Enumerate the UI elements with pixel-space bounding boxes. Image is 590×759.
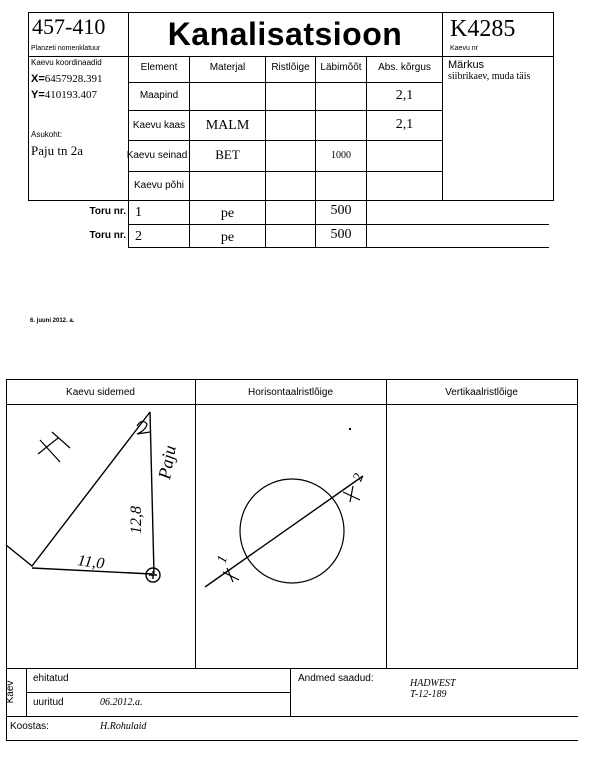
header-diameter: Läbimõõt bbox=[320, 62, 362, 73]
header-abs-height: Abs. kõrgus bbox=[378, 62, 431, 73]
pipe-number-label: 2 bbox=[350, 471, 368, 484]
data-source-ref: T-12-189 bbox=[410, 689, 447, 700]
rule bbox=[26, 668, 27, 716]
well-number: K4285 bbox=[450, 16, 516, 42]
col-header-vertical: Vertikaalristlõige bbox=[445, 387, 518, 398]
row-diameter: 1000 bbox=[331, 150, 351, 161]
length-label: 12,8 bbox=[128, 506, 145, 534]
remarks-label: Märkus bbox=[448, 59, 485, 71]
pipe-diameter: 500 bbox=[330, 203, 352, 218]
pipe-diameter: 500 bbox=[330, 227, 352, 242]
built-label: ehitatud bbox=[33, 673, 69, 684]
row-height: 2,1 bbox=[395, 88, 414, 103]
surveyed-value: 06.2012.a. bbox=[100, 697, 143, 708]
col-header-horizontal: Horisontaalristlõige bbox=[247, 387, 334, 398]
row-element: Kaevu põhi bbox=[133, 180, 185, 191]
row-height: 2,1 bbox=[395, 117, 414, 132]
sheet-number-label: Planzeti nomenklatuur bbox=[31, 45, 101, 52]
pipe-label: Toru nr. bbox=[89, 230, 126, 241]
street-label: Paju bbox=[154, 443, 180, 481]
col-header-connections: Kaevu sidemed bbox=[66, 387, 135, 398]
rule bbox=[26, 692, 290, 693]
pipe-number: 2 bbox=[135, 229, 142, 244]
coords-label: Kaevu koordinaadid bbox=[31, 58, 102, 67]
rule bbox=[6, 740, 578, 741]
header-material: Materjal bbox=[209, 62, 246, 73]
pipe-number-label: 1 bbox=[214, 553, 232, 566]
compiled-label: Koostas: bbox=[10, 721, 49, 732]
pipe-material: pe bbox=[220, 230, 235, 245]
remarks-text: siibrikaev, muda täis bbox=[448, 71, 531, 82]
rule bbox=[6, 668, 578, 669]
row-material: BET bbox=[215, 147, 240, 162]
row-material: MALM bbox=[205, 118, 250, 133]
coord-x: X=6457928.391 bbox=[31, 73, 103, 85]
header-element: Element bbox=[140, 62, 178, 73]
surveyed-label: uuritud bbox=[33, 697, 64, 708]
rule bbox=[6, 716, 578, 717]
rule bbox=[290, 668, 291, 716]
sheet-number: 457-410 bbox=[32, 14, 106, 39]
dot bbox=[349, 428, 351, 430]
pipe-label: Toru nr. bbox=[89, 206, 126, 217]
coord-y: Y=410193.407 bbox=[31, 89, 98, 101]
location-label: Asukoht: bbox=[31, 130, 63, 139]
data-source-value: HADWEST bbox=[410, 678, 456, 689]
pipe-material: pe bbox=[220, 206, 235, 221]
row-element: Kaevu kaas bbox=[132, 120, 186, 131]
pipe-number: 1 bbox=[135, 205, 142, 220]
data-source-label: Andmed saadud: bbox=[298, 673, 374, 684]
row-element: Kaevu seinad bbox=[126, 150, 188, 161]
length-label: 11,0 bbox=[76, 552, 106, 573]
compiled-value: H.Rohulaid bbox=[100, 721, 147, 732]
header-cross-section: Ristlõige bbox=[271, 62, 310, 73]
well-side-label: Kaev bbox=[5, 680, 16, 704]
row-element: Maapind bbox=[139, 90, 179, 101]
horizontal-section bbox=[195, 404, 386, 669]
location-value: Paju tn 2a bbox=[31, 143, 83, 158]
page-title: Kanalisatsioon bbox=[167, 16, 403, 52]
date-note: 6. juuni 2012. a. bbox=[30, 318, 75, 324]
well-number-label: Kaevu nr bbox=[450, 45, 479, 52]
